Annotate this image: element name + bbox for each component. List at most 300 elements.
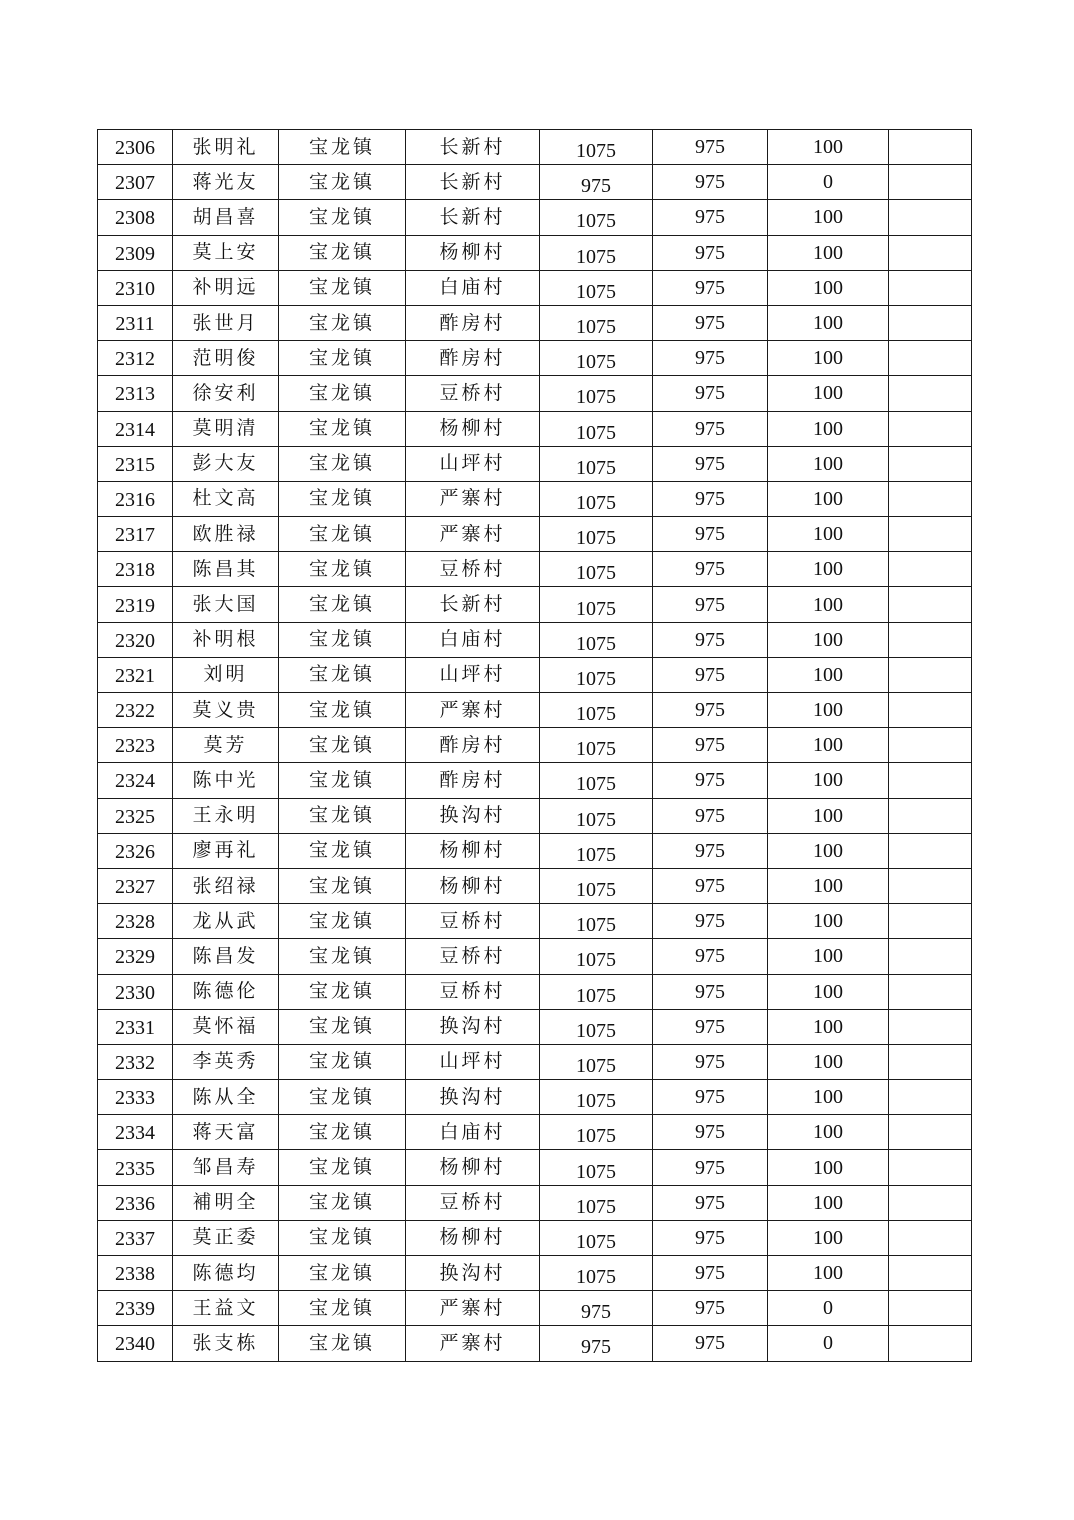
cell-amount-previous-text: 1075 — [576, 421, 616, 444]
cell-town — [279, 1009, 406, 1044]
cell-amount-difference-text: 0 — [823, 1332, 833, 1355]
table-row — [98, 763, 972, 798]
cell-name — [173, 376, 279, 411]
cell-name-text: 杜文高 — [192, 487, 259, 510]
table-row — [98, 552, 972, 587]
cell-village-text: 换沟村 — [439, 1015, 506, 1038]
cell-amount-previous-text: 1075 — [576, 386, 616, 409]
cell-town — [279, 235, 406, 270]
cell-village-text: 山坪村 — [439, 1050, 506, 1073]
cell-town-text: 宝龙镇 — [308, 1015, 375, 1038]
cell-amount-previous-text: 1075 — [576, 949, 616, 972]
cell-name — [173, 1115, 279, 1150]
cell-amount-current — [653, 341, 768, 376]
table-row — [98, 1044, 972, 1079]
cell-town-text: 宝龙镇 — [308, 135, 375, 158]
table-row — [98, 939, 972, 974]
cell-amount-previous — [540, 763, 653, 798]
cell-amount-difference — [768, 974, 889, 1009]
cell-remark — [889, 1220, 972, 1255]
cell-remark — [889, 833, 972, 868]
cell-name — [173, 165, 279, 200]
cell-village-text: 长新村 — [439, 170, 506, 193]
cell-town-text: 宝龙镇 — [308, 1296, 375, 1319]
cell-amount-previous — [540, 411, 653, 446]
cell-amount-current-text: 975 — [695, 1332, 725, 1355]
cell-town-text: 宝龙镇 — [308, 170, 375, 193]
cell-serial-number-text: 2323 — [115, 735, 155, 758]
cell-village — [406, 1291, 540, 1326]
cell-village — [406, 200, 540, 235]
cell-amount-difference-text: 100 — [813, 1086, 843, 1109]
cell-amount-difference — [768, 130, 889, 165]
cell-village — [406, 1220, 540, 1255]
cell-town-text: 宝龙镇 — [308, 452, 375, 475]
table-row — [98, 728, 972, 763]
cell-serial-number — [98, 341, 173, 376]
cell-village-text: 严寨村 — [439, 487, 506, 510]
cell-amount-previous-text: 1075 — [576, 879, 616, 902]
cell-village — [406, 939, 540, 974]
cell-village-text: 长新村 — [439, 593, 506, 616]
cell-serial-number-text: 2329 — [115, 946, 155, 969]
cell-town — [279, 798, 406, 833]
cell-amount-difference-text: 100 — [813, 839, 843, 862]
cell-serial-number-text: 2340 — [115, 1333, 155, 1356]
cell-town-text: 宝龙镇 — [308, 839, 375, 862]
cell-amount-difference — [768, 833, 889, 868]
cell-amount-difference-text: 0 — [823, 1297, 833, 1320]
cell-name-text: 王永明 — [192, 804, 259, 827]
cell-village — [406, 1115, 540, 1150]
table-body — [98, 130, 972, 1362]
cell-remark — [889, 517, 972, 552]
table-row — [98, 1185, 972, 1220]
cell-amount-current-text: 975 — [695, 769, 725, 792]
table-row — [98, 904, 972, 939]
cell-village — [406, 1326, 540, 1361]
cell-amount-difference-text: 100 — [813, 523, 843, 546]
table-row — [98, 622, 972, 657]
cell-town-text: 宝龙镇 — [308, 557, 375, 580]
cell-remark — [889, 270, 972, 305]
cell-town — [279, 376, 406, 411]
cell-serial-number-text: 2333 — [115, 1087, 155, 1110]
cell-remark — [889, 200, 972, 235]
cell-amount-previous — [540, 270, 653, 305]
cell-village — [406, 763, 540, 798]
cell-name-text: 龙从武 — [192, 909, 259, 932]
cell-name — [173, 693, 279, 728]
cell-amount-difference — [768, 868, 889, 903]
cell-amount-current — [653, 1220, 768, 1255]
cell-remark — [889, 481, 972, 516]
cell-town-text: 宝龙镇 — [308, 417, 375, 440]
cell-amount-current-text: 975 — [695, 1156, 725, 1179]
table-row — [98, 974, 972, 1009]
cell-amount-current-text: 975 — [695, 910, 725, 933]
cell-amount-difference-text: 100 — [813, 206, 843, 229]
cell-town — [279, 481, 406, 516]
cell-name-text: 蒋天富 — [192, 1120, 259, 1143]
cell-town — [279, 1291, 406, 1326]
table-row — [98, 411, 972, 446]
cell-town-text: 宝龙镇 — [308, 487, 375, 510]
cell-name — [173, 200, 279, 235]
cell-amount-previous — [540, 517, 653, 552]
cell-amount-difference — [768, 1044, 889, 1079]
cell-amount-difference-text: 0 — [823, 171, 833, 194]
cell-amount-difference — [768, 411, 889, 446]
cell-amount-previous-text: 1075 — [576, 597, 616, 620]
cell-town — [279, 1256, 406, 1291]
cell-serial-number — [98, 200, 173, 235]
cell-town-text: 宝龙镇 — [308, 346, 375, 369]
cell-serial-number — [98, 517, 173, 552]
cell-name — [173, 622, 279, 657]
cell-amount-previous-text: 1075 — [576, 1230, 616, 1253]
cell-amount-previous — [540, 376, 653, 411]
cell-town — [279, 1080, 406, 1115]
cell-town-text: 宝龙镇 — [308, 1331, 375, 1354]
cell-amount-current — [653, 763, 768, 798]
cell-name-text: 莫正委 — [192, 1226, 259, 1249]
cell-village — [406, 693, 540, 728]
cell-name — [173, 1220, 279, 1255]
cell-village-text: 长新村 — [439, 205, 506, 228]
cell-remark — [889, 974, 972, 1009]
cell-amount-previous-text: 1075 — [576, 738, 616, 761]
cell-name — [173, 341, 279, 376]
cell-amount-previous-text: 1075 — [576, 773, 616, 796]
cell-amount-difference-text: 100 — [813, 347, 843, 370]
cell-name — [173, 1326, 279, 1361]
cell-serial-number — [98, 270, 173, 305]
cell-amount-current — [653, 657, 768, 692]
cell-amount-difference-text: 100 — [813, 487, 843, 510]
cell-amount-difference — [768, 587, 889, 622]
cell-name — [173, 763, 279, 798]
cell-village — [406, 1256, 540, 1291]
table-row — [98, 446, 972, 481]
cell-amount-current — [653, 833, 768, 868]
table-row — [98, 587, 972, 622]
cell-amount-difference-text: 100 — [813, 769, 843, 792]
cell-amount-difference-text: 100 — [813, 910, 843, 933]
cell-amount-current — [653, 1291, 768, 1326]
cell-town — [279, 868, 406, 903]
cell-town-text: 宝龙镇 — [308, 1226, 375, 1249]
cell-village — [406, 552, 540, 587]
cell-amount-difference-text: 100 — [813, 558, 843, 581]
cell-amount-current-text: 975 — [695, 1297, 725, 1320]
cell-amount-difference — [768, 1220, 889, 1255]
cell-village — [406, 446, 540, 481]
cell-village-text: 杨柳村 — [439, 417, 506, 440]
cell-town — [279, 1150, 406, 1185]
cell-amount-difference-text: 100 — [813, 1015, 843, 1038]
cell-amount-difference — [768, 1115, 889, 1150]
cell-remark — [889, 411, 972, 446]
cell-town-text: 宝龙镇 — [308, 874, 375, 897]
cell-village — [406, 270, 540, 305]
cell-village-text: 豆桥村 — [439, 381, 506, 404]
table-row — [98, 305, 972, 340]
cell-name — [173, 1185, 279, 1220]
cell-amount-difference-text: 100 — [813, 663, 843, 686]
cell-name — [173, 798, 279, 833]
cell-serial-number — [98, 1044, 173, 1079]
cell-name — [173, 1150, 279, 1185]
cell-remark — [889, 798, 972, 833]
cell-town — [279, 552, 406, 587]
table-row — [98, 1009, 972, 1044]
cell-village-text: 酢房村 — [439, 311, 506, 334]
cell-serial-number — [98, 1150, 173, 1185]
cell-amount-previous — [540, 1291, 653, 1326]
cell-amount-difference-text: 100 — [813, 945, 843, 968]
cell-town — [279, 587, 406, 622]
cell-amount-current — [653, 868, 768, 903]
cell-remark — [889, 305, 972, 340]
cell-town-text: 宝龙镇 — [308, 381, 375, 404]
cell-amount-previous — [540, 1256, 653, 1291]
cell-amount-current — [653, 939, 768, 974]
cell-serial-number — [98, 165, 173, 200]
cell-town — [279, 1220, 406, 1255]
cell-amount-difference-text: 100 — [813, 1191, 843, 1214]
cell-amount-current — [653, 200, 768, 235]
cell-name-text: 莫明清 — [192, 417, 259, 440]
cell-amount-previous-text: 1075 — [576, 280, 616, 303]
cell-town-text: 宝龙镇 — [308, 733, 375, 756]
cell-amount-previous — [540, 1044, 653, 1079]
cell-serial-number-text: 2311 — [115, 313, 155, 336]
cell-village — [406, 1044, 540, 1079]
cell-amount-difference-text: 100 — [813, 382, 843, 405]
cell-village-text: 杨柳村 — [439, 839, 506, 862]
cell-amount-previous-text: 1075 — [576, 210, 616, 233]
cell-amount-current-text: 975 — [695, 523, 725, 546]
table-row — [98, 798, 972, 833]
cell-remark — [889, 1326, 972, 1361]
cell-amount-current — [653, 1044, 768, 1079]
cell-town — [279, 200, 406, 235]
cell-amount-current-text: 975 — [695, 663, 725, 686]
cell-amount-previous — [540, 552, 653, 587]
cell-serial-number-text: 2317 — [115, 524, 155, 547]
cell-name-text: 陈从全 — [192, 1085, 259, 1108]
cell-amount-current-text: 975 — [695, 1015, 725, 1038]
cell-serial-number-text: 2309 — [115, 242, 155, 265]
cell-amount-difference-text: 100 — [813, 136, 843, 159]
cell-village-text: 白庙村 — [439, 628, 506, 651]
cell-amount-previous-text: 975 — [581, 1301, 611, 1324]
cell-name-text: 补明根 — [192, 628, 259, 651]
table-row — [98, 1150, 972, 1185]
cell-village — [406, 1185, 540, 1220]
cell-amount-previous — [540, 1115, 653, 1150]
cell-town — [279, 939, 406, 974]
cell-name — [173, 446, 279, 481]
cell-name — [173, 130, 279, 165]
cell-village — [406, 622, 540, 657]
cell-name-text: 莫怀福 — [192, 1015, 259, 1038]
cell-serial-number — [98, 1256, 173, 1291]
cell-amount-current-text: 975 — [695, 241, 725, 264]
cell-town — [279, 833, 406, 868]
cell-serial-number — [98, 939, 173, 974]
cell-town — [279, 341, 406, 376]
cell-amount-difference — [768, 1291, 889, 1326]
cell-amount-current-text: 975 — [695, 276, 725, 299]
cell-amount-previous-text: 1075 — [576, 914, 616, 937]
cell-amount-current — [653, 904, 768, 939]
cell-amount-difference-text: 100 — [813, 1226, 843, 1249]
subsidy-table — [97, 129, 972, 1362]
cell-serial-number-text: 2325 — [115, 805, 155, 828]
cell-serial-number — [98, 552, 173, 587]
cell-name-text: 范明俊 — [192, 346, 259, 369]
cell-town-text: 宝龙镇 — [308, 980, 375, 1003]
cell-amount-previous — [540, 1220, 653, 1255]
table-row — [98, 165, 972, 200]
cell-town-text: 宝龙镇 — [308, 1085, 375, 1108]
cell-serial-number — [98, 1220, 173, 1255]
cell-amount-difference — [768, 376, 889, 411]
cell-name-text: 廖再礼 — [192, 839, 259, 862]
cell-serial-number-text: 2312 — [115, 348, 155, 371]
cell-village-text: 杨柳村 — [439, 874, 506, 897]
cell-town — [279, 1185, 406, 1220]
cell-name-text: 李英秀 — [192, 1050, 259, 1073]
cell-village — [406, 481, 540, 516]
cell-name-text: 张支栋 — [192, 1331, 259, 1354]
cell-amount-previous-text: 1075 — [576, 140, 616, 163]
cell-village-text: 白庙村 — [439, 276, 506, 299]
cell-amount-current — [653, 974, 768, 1009]
cell-village — [406, 341, 540, 376]
cell-amount-difference-text: 100 — [813, 1050, 843, 1073]
cell-amount-difference-text: 100 — [813, 804, 843, 827]
cell-serial-number — [98, 446, 173, 481]
cell-remark — [889, 868, 972, 903]
cell-amount-previous-text: 1075 — [576, 1195, 616, 1218]
cell-village — [406, 904, 540, 939]
cell-town — [279, 305, 406, 340]
cell-amount-difference — [768, 165, 889, 200]
cell-serial-number — [98, 376, 173, 411]
cell-name — [173, 1080, 279, 1115]
cell-amount-previous — [540, 728, 653, 763]
cell-village — [406, 868, 540, 903]
cell-serial-number — [98, 798, 173, 833]
cell-amount-difference — [768, 481, 889, 516]
cell-amount-difference — [768, 1326, 889, 1361]
cell-remark — [889, 904, 972, 939]
cell-name — [173, 728, 279, 763]
cell-serial-number — [98, 1326, 173, 1361]
cell-town — [279, 622, 406, 657]
cell-town-text: 宝龙镇 — [308, 628, 375, 651]
table-row — [98, 657, 972, 692]
cell-amount-previous — [540, 622, 653, 657]
cell-village — [406, 974, 540, 1009]
cell-amount-difference — [768, 763, 889, 798]
cell-remark — [889, 376, 972, 411]
table-row — [98, 235, 972, 270]
cell-remark — [889, 1291, 972, 1326]
cell-village-text: 豆桥村 — [439, 557, 506, 580]
cell-remark — [889, 235, 972, 270]
cell-amount-current-text: 975 — [695, 875, 725, 898]
cell-amount-difference-text: 100 — [813, 1156, 843, 1179]
cell-village-text: 换沟村 — [439, 1261, 506, 1284]
cell-name-text: 张绍禄 — [192, 874, 259, 897]
cell-amount-difference — [768, 904, 889, 939]
cell-amount-current-text: 975 — [695, 734, 725, 757]
cell-serial-number-text: 2320 — [115, 629, 155, 652]
cell-amount-previous — [540, 1185, 653, 1220]
cell-name — [173, 270, 279, 305]
cell-serial-number-text: 2326 — [115, 840, 155, 863]
cell-amount-previous — [540, 868, 653, 903]
cell-amount-difference-text: 100 — [813, 699, 843, 722]
cell-serial-number — [98, 728, 173, 763]
cell-amount-current-text: 975 — [695, 171, 725, 194]
cell-amount-previous-text: 1075 — [576, 562, 616, 585]
cell-amount-difference — [768, 1185, 889, 1220]
cell-town — [279, 657, 406, 692]
table-row — [98, 376, 972, 411]
cell-town — [279, 411, 406, 446]
cell-serial-number-text: 2328 — [115, 911, 155, 934]
cell-village-text: 豆桥村 — [439, 1191, 506, 1214]
cell-serial-number-text: 2313 — [115, 383, 155, 406]
document-page — [97, 129, 971, 1362]
cell-name-text: 徐安利 — [192, 381, 259, 404]
cell-amount-difference — [768, 341, 889, 376]
cell-amount-previous-text: 1075 — [576, 1090, 616, 1113]
cell-serial-number-text: 2308 — [115, 207, 155, 230]
cell-village-text: 豆桥村 — [439, 980, 506, 1003]
cell-name-text: 欧胜禄 — [192, 522, 259, 545]
cell-town — [279, 1115, 406, 1150]
cell-town-text: 宝龙镇 — [308, 698, 375, 721]
cell-amount-current-text: 975 — [695, 1050, 725, 1073]
cell-serial-number-text: 2337 — [115, 1227, 155, 1250]
cell-amount-current — [653, 1185, 768, 1220]
cell-amount-current-text: 975 — [695, 1262, 725, 1285]
cell-serial-number-text: 2324 — [115, 770, 155, 793]
cell-amount-previous-text: 1075 — [576, 1019, 616, 1042]
cell-amount-current-text: 975 — [695, 417, 725, 440]
cell-amount-previous — [540, 130, 653, 165]
cell-amount-current-text: 975 — [695, 452, 725, 475]
cell-amount-difference — [768, 552, 889, 587]
cell-town — [279, 165, 406, 200]
cell-remark — [889, 1150, 972, 1185]
cell-town — [279, 446, 406, 481]
cell-amount-difference — [768, 446, 889, 481]
cell-name — [173, 587, 279, 622]
cell-town — [279, 1326, 406, 1361]
cell-amount-current — [653, 1256, 768, 1291]
cell-town — [279, 270, 406, 305]
cell-name-text: 王益文 — [192, 1296, 259, 1319]
cell-amount-current-text: 975 — [695, 382, 725, 405]
cell-serial-number — [98, 481, 173, 516]
